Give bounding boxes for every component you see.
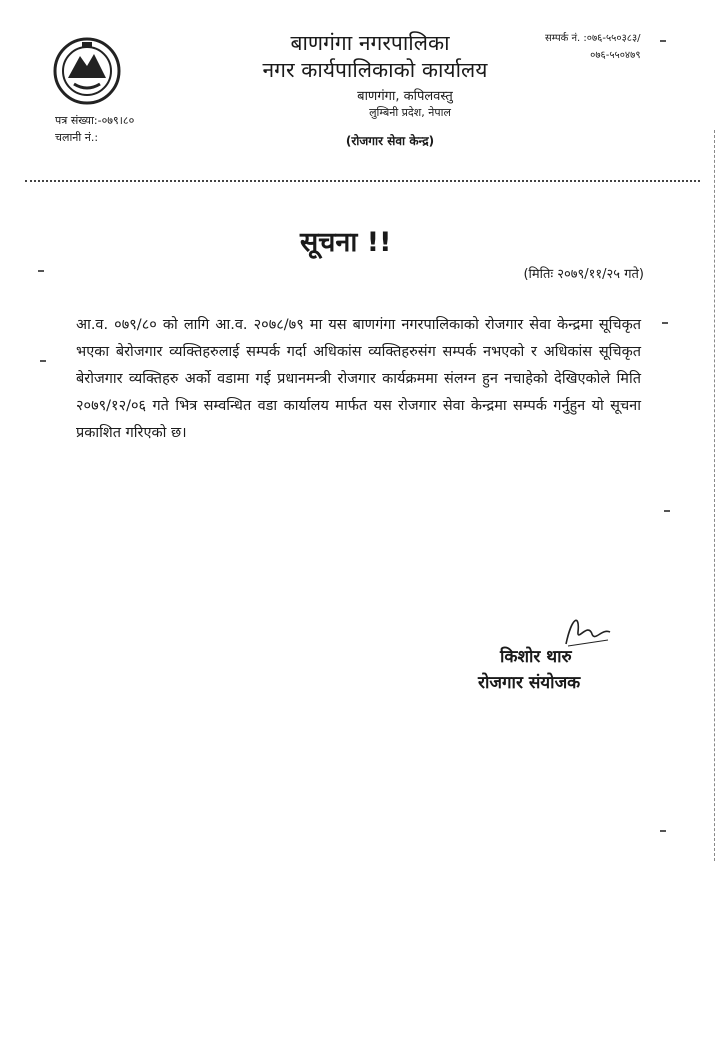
office-name: नगर कार्यपालिकाको कार्यालय [262,58,488,82]
office-unit: (रोजगार सेवा केन्द्र) [345,134,435,148]
header-divider [25,180,700,182]
scan-speck [664,510,670,512]
scan-speck [660,830,666,832]
letter-number: पत्र संख्या:-०७९।८० [55,114,135,127]
scan-speck [660,40,666,42]
municipality-name: बाणगंगा नगरपालिका [290,31,450,55]
signatory-title: रोजगार संयोजक [478,673,581,693]
scan-speck [38,270,44,272]
office-province: लुम्बिनी प्रदेश, नेपाल [369,106,451,119]
office-address: बाणगंगा, कपिलवस्तु [357,89,453,104]
notice-title: सूचना !! [300,227,392,258]
letterhead [220,30,520,150]
notice-date: (मितिः २०७९/११/२५ गते) [523,267,644,282]
scan-edge [714,130,715,861]
dispatch-number: चलानी नं.: [55,131,99,144]
nepal-emblem-icon [52,36,122,106]
contact-line-1: सम्पर्क नं. :०७६-५५०३८३/ [545,33,641,44]
scan-speck [662,322,668,324]
scan-speck [40,360,46,362]
contact-line-2: ०७६-५५०४७९ [590,50,641,61]
contact-numbers [545,30,641,64]
reference-block [55,112,134,146]
signatory-name: किशोर थारु [500,647,572,667]
notice-body: आ.व. ०७९/८० को लागि आ.व. २०७८/७९ मा यस बाणगंगा नगरपालिकाको रोजगार सेवा केन्द्रमा सूचिकृत भएका बेरोजगार व्यक्तिहरुलाई सम्पर्क गर्दा अधिकांस व्यक्तिहरुसंग सम्पर्क नभएको र अधिकांस सूचिकृत बेरोजगार व्यक्तिहरु अर्को वडामा गई प्रधानमन्त्री रोजगार कार्यक्रममा संलग्न हुन नचाहेको देखिएकोले मिति २०७९/१२/०६ गते भित्र सम्वन्धित वडा कार्यालय मार्फत यस रोजगार सेवा केन्द्रमा सम्पर्क गर्नुहुन यो सूचना प्रकाशित गरिएको छ। [76,317,641,441]
